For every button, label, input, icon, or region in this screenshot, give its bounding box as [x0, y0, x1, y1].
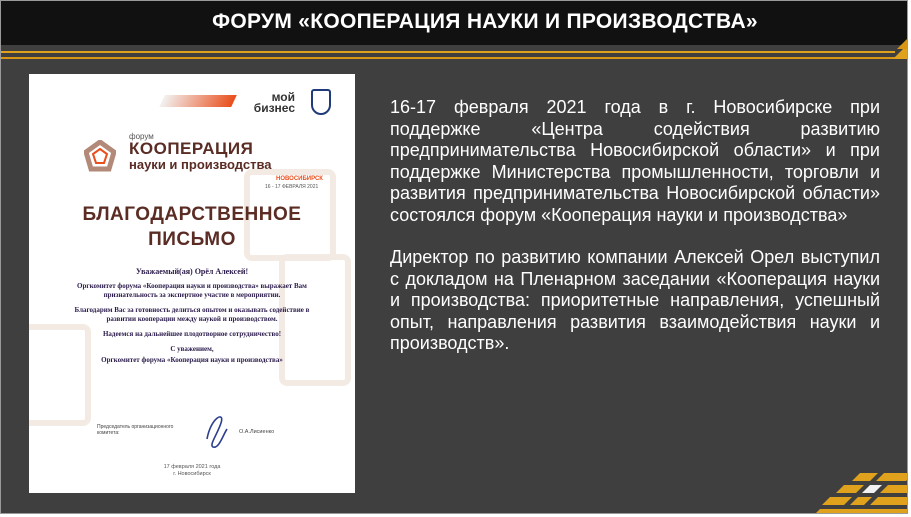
title-bar [1, 1, 908, 45]
logo-city: НОВОСИБИРСК [276, 176, 323, 182]
letter-paragraph: Оргкомитет форума «Кооперация науки и производства» [101, 356, 283, 364]
logo-name: КООПЕРАЦИЯ [129, 139, 254, 158]
brand-line-1: мой [271, 90, 295, 104]
slide-text [390, 97, 880, 376]
letter-paragraph: Надеемся на дальнейшее плодотворное сотрудничество! [102, 330, 282, 338]
letter-paragraph: Оргкомитет форума «Кооперация науки и производства» выражает Вам признательность за экспертное участие в мероприятии. [77, 282, 307, 299]
moi-biznes-logo [254, 92, 295, 114]
decorative-stripes [816, 469, 908, 514]
letter-paragraph: С уважением, [170, 345, 214, 353]
letter-paragraph: Благодарим Вас за готовность делиться опытом и оказывать содействие в развитии кооперации между наукой и производством. [74, 306, 310, 323]
accent-corner [897, 37, 908, 49]
logo-dates: 16 - 17 ФЕВРАЛЯ 2021 [265, 184, 319, 190]
coat-of-arms-icon [311, 89, 331, 115]
signatory-name: О.А.Лисиенко [239, 429, 275, 435]
logo-subtitle: науки и производства [129, 157, 272, 172]
signatory-label: Председатель организационного комитета: [97, 424, 174, 436]
accent-line [1, 51, 895, 53]
brand-line-2: бизнес [253, 101, 295, 115]
letter-greeting: Уважаемый(ая) Орёл Алексей! [135, 267, 249, 276]
logo-forum: форум [129, 132, 154, 141]
letter-body [59, 267, 325, 371]
slide-title: ФОРУМ «КООПЕРАЦИЯ НАУКИ И ПРОИЗВОДСТВА» [212, 10, 758, 33]
accent-line [1, 57, 895, 59]
letter-footer: 17 февраля 2021 года г. Новосибирск [163, 464, 221, 477]
slide-paragraph: 16-17 февраля 2021 года в г. Новосибирске при поддержке «Центра содействия развитию предпринимательства Новосибирской области» и при поддержке Министерства промышленности, торговли и развития предпринимательства Новосибирской области» состоялся форум «Кооперация науки и производства» [390, 97, 880, 225]
letter-title: БЛАГОДАРСТВЕННОЕ ПИСЬМО [82, 204, 302, 250]
signature-icon [199, 409, 233, 451]
pentagon-logo-icon [84, 140, 116, 172]
thank-you-letter-image [29, 74, 355, 493]
slide-paragraph: Директор по развитию компании Алексей Орел выступил с докладом на Пленарном заседании «Кооперация науки и производства: приоритетные направления, успешный опыт, направления развития взаимодействия науки и производств». [390, 247, 880, 353]
